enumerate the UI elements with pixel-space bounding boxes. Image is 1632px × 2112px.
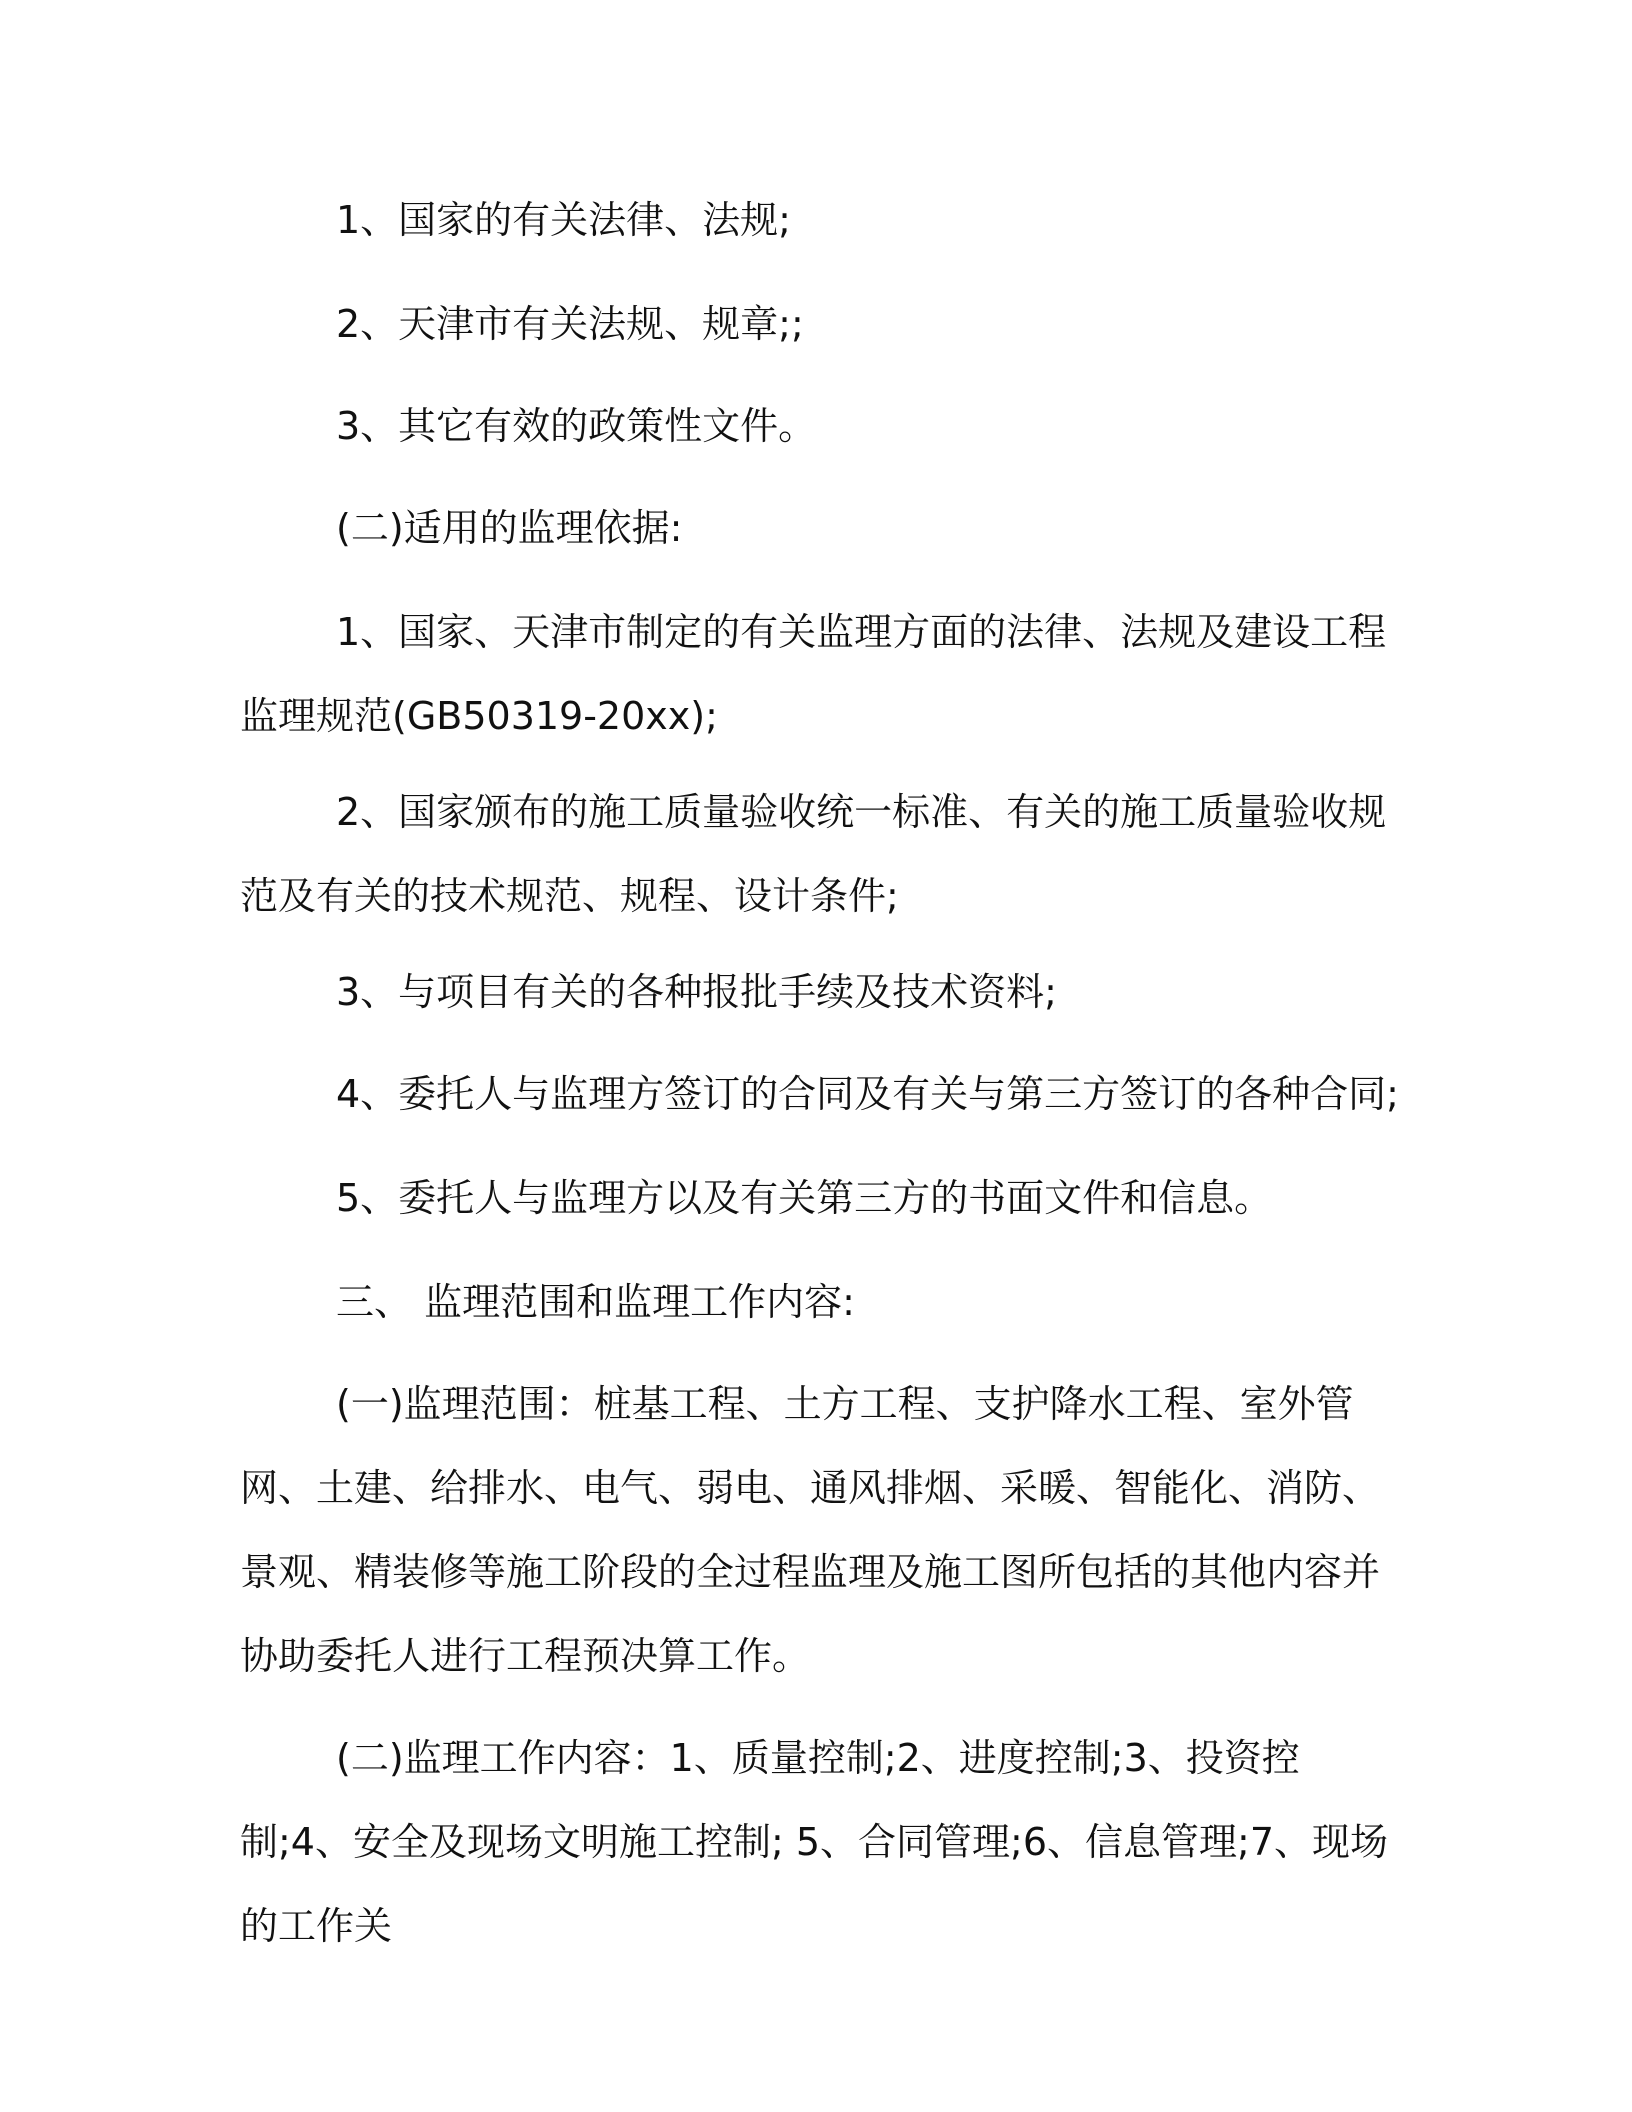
paragraph-tianjin-regulations: 2、天津市有关法规、规章;; bbox=[336, 302, 804, 346]
paragraph-supervision-work: (二)监理工作内容：1、质量控制;2、进度控制;3、投资控制;4、安全及现场文明施工控制; 5、合同管理;6、信息管理;7、现场的工作关 bbox=[240, 1736, 1388, 1948]
paragraph-applicable-basis-heading: (二)适用的监理依据: bbox=[336, 506, 683, 550]
paragraph-law: 1、国家的有关法律、法规; bbox=[336, 198, 791, 242]
paragraph-supervision-regulations: 1、国家、天津市制定的有关监理方面的法律、法规及建设工程监理规范(GB50319-20xx); bbox=[240, 610, 1387, 738]
paragraph-written-documents: 5、委托人与监理方以及有关第三方的书面文件和信息。 bbox=[336, 1176, 1273, 1220]
paragraph-policy-documents: 3、其它有效的政策性文件。 bbox=[336, 404, 817, 448]
paragraph-quality-standards: 2、国家颁布的施工质量验收统一标准、有关的施工质量验收规范及有关的技术规范、规程、设计条件; bbox=[240, 790, 1387, 918]
paragraph-supervision-scope: (一)监理范围：桩基工程、土方工程、支护降水工程、室外管网、土建、给排水、电气、弱电、通风排烟、采暖、智能化、消防、景观、精装修等施工阶段的全过程监理及施工图所包括的其他内容并协助委托人进行工程预决算工作。 bbox=[240, 1382, 1381, 1678]
paragraph-contracts: 4、委托人与监理方签订的合同及有关与第三方签订的各种合同; bbox=[336, 1072, 1399, 1116]
section-heading-scope: 三、 监理范围和监理工作内容: bbox=[336, 1280, 855, 1324]
paragraph-approval-procedures: 3、与项目有关的各种报批手续及技术资料; bbox=[336, 970, 1057, 1014]
